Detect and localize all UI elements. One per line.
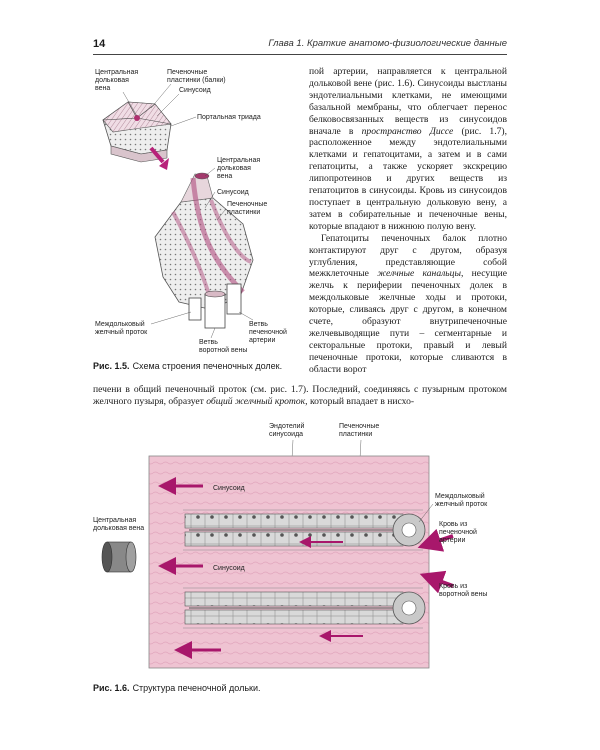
label-blood-artery-3: артерии [439, 537, 466, 544]
label-portal-triad: Портальная триада [197, 114, 261, 121]
figure-1-6-caption [93, 683, 260, 693]
label-hepatic-plates-top-1: Печеночные [167, 69, 208, 76]
chapter-title: Глава 1. Краткие анатомо-физиологические данные [268, 38, 507, 49]
figure-1-5-caption [93, 361, 282, 371]
label-portal-vein-1: Ветвь [199, 339, 218, 346]
label-artery-1: Ветвь [249, 321, 268, 328]
figure-lobule-structure [93, 418, 507, 680]
figure-1-6-label: Рис. 1.6. [93, 683, 130, 693]
label-endothelium-2: синусоида [269, 431, 304, 438]
central-vein-cylinder [102, 542, 136, 572]
label-artery-2: печеночной [249, 329, 287, 336]
label-central-vein-top-1: Центральная [95, 69, 139, 76]
label-sinusoid-2: Синусоид [213, 565, 245, 572]
paragraph-hepatocytes: Гепатоциты печеночных балок плотно контактируют друг с другом, образуя углубления, представляющие собой межклеточные желчные канальцы, несущие желчь к периферии печеночных долек в междольковые желчные ходы и протоки, которые, сливаясь друг с другом, в конечном счете, образуют внутрипеченочные желчевыводящие пути – сегментарные и секторальные протоки, правый и левый печеночные протоки, которые сливаются в области ворот [309, 232, 508, 375]
figure-1-5-label: Рис. 1.5. [93, 361, 130, 371]
label-central-vein-top-3: вена [95, 85, 111, 92]
label-central-vein-mid-2: дольковая [217, 165, 251, 172]
figure-1-6-text: Структура печеночной дольки. [132, 683, 261, 693]
label-sinusoid-top: Синусоид [179, 87, 211, 94]
label-endothelium-1: Эндотелий [269, 423, 305, 430]
right-column-text [309, 66, 507, 376]
header-rule [93, 54, 507, 55]
label-blood-artery-1: Кровь из [439, 521, 468, 528]
label-interlobular-duct-1: Междольковый [435, 493, 485, 500]
label-bile-duct-1: Междольковый [95, 321, 145, 328]
large-lobule-illustration [155, 173, 253, 328]
label-central-vein-1: Центральная [93, 517, 137, 524]
label-blood-portal-2: воротной вены [439, 591, 488, 598]
label-blood-portal-1: Кровь из [439, 583, 468, 590]
lobule-tissue-area [149, 456, 429, 668]
label-hepatic-plates-top-2: пластинки (балки) [167, 77, 226, 84]
label-central-vein-mid-1: Центральная [217, 157, 261, 164]
label-central-vein-top-2: дольковая [95, 77, 129, 84]
label-sinusoid-mid: Синусоид [217, 189, 249, 196]
figure-lobule-scheme [93, 62, 305, 362]
paragraph-sinusoids: пой артерии, направляется к центральной дольковой вене (рис. 1.6). Синусоиды выстланы эндотелиальными клетками, не имеющими базальной мембраны, что облегчает перенос белковосвязанных веществ из синусоидов вначале в пространство Диссе (рис. 1.7), расположенное между эндотелиальными клетками и гепатоцитами, а затем и в сами гепатоциты, а также ускоряет экскрецию липопротеинов и других веществ из гепатоцитов в синусоиды. Кровь из синусоидов поступает в центральную дольковую вену, а затем в собирательные и печеночные вены, которые впадают в нижнюю полую вену. [309, 66, 507, 232]
small-lobule-illustration [103, 102, 171, 162]
page-number: 14 [93, 38, 106, 50]
label-blood-artery-2: печеночной [439, 529, 477, 536]
paragraph-bile-duct: печени в общий печеночный проток (см. рис. 1.7). Последний, соединяясь с пузырным протоком желчного пузыря, образует общий желчный кроток, который впадает в нисхо- [93, 384, 507, 407]
label-hepatic-plates-mid-1: Печеночные [227, 201, 268, 208]
label-central-vein-2: дольковая вена [93, 525, 145, 532]
label-hepatic-plates-1: Печеночные [339, 423, 380, 430]
label-sinusoid-1: Синусоид [213, 485, 245, 492]
label-bile-duct-2: желчный проток [95, 329, 148, 336]
label-hepatic-plates-2: пластинки [339, 431, 373, 438]
lower-hepatic-plate [185, 592, 425, 624]
figure-1-5-text: Схема строения печеночных долек. [132, 361, 283, 371]
label-artery-3: артерии [249, 337, 276, 344]
full-width-text [93, 384, 507, 408]
label-central-vein-mid-3: вена [217, 173, 233, 180]
label-portal-vein-2: воротной вены [199, 347, 248, 354]
label-hepatic-plates-mid-2: пластинки [227, 209, 261, 216]
label-interlobular-duct-2: желчный проток [435, 501, 488, 508]
